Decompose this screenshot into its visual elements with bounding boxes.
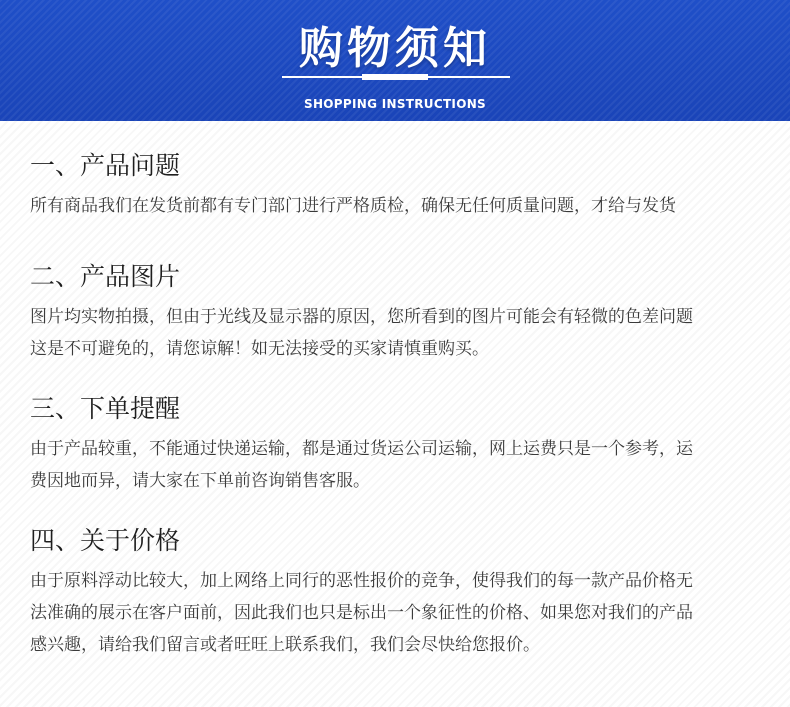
page-title: 购物须知	[299, 23, 491, 74]
section-heading: 一、产品问题	[30, 151, 181, 180]
section-product-issues	[30, 148, 770, 222]
section-product-images	[30, 259, 770, 365]
section-text-line: 所有商品我们在发货前都有专门部门进行严格质检，确保无任何质量问题，才给与发货	[30, 196, 676, 216]
section-text-line: 感兴趣，请给我们留言或者旺旺上联系我们，我们会尽快给您报价。	[30, 635, 540, 655]
section-heading: 二、产品图片	[30, 262, 181, 291]
header-banner	[0, 0, 790, 121]
section-text-line: 由于原料浮动比较大，加上网络上同行的恶性报价的竞争，使得我们的每一款产品价格无	[30, 571, 693, 591]
instruction-sections	[30, 148, 770, 687]
section-heading: 四、关于价格	[30, 526, 181, 555]
title-divider-accent	[362, 74, 428, 80]
section-heading: 三、下单提醒	[30, 394, 181, 423]
page-subtitle: SHOPPING INSTRUCTIONS	[304, 97, 486, 111]
section-pricing	[30, 523, 770, 661]
section-text-line: 图片均实物拍摄，但由于光线及显示器的原因，您所看到的图片可能会有轻微的色差问题	[30, 307, 693, 327]
section-text-line: 费因地而异，请大家在下单前咨询销售客服。	[30, 471, 370, 491]
section-text-line: 由于产品较重，不能通过快递运输，都是通过货运公司运输，网上运费只是一个参考，运	[30, 439, 693, 459]
section-text-line: 法准确的展示在客户面前，因此我们也只是标出一个象征性的价格、如果您对我们的产品	[30, 603, 693, 623]
section-order-reminder	[30, 391, 770, 497]
section-text-line: 这是不可避免的，请您谅解！如无法接受的买家请慎重购买。	[30, 339, 489, 359]
